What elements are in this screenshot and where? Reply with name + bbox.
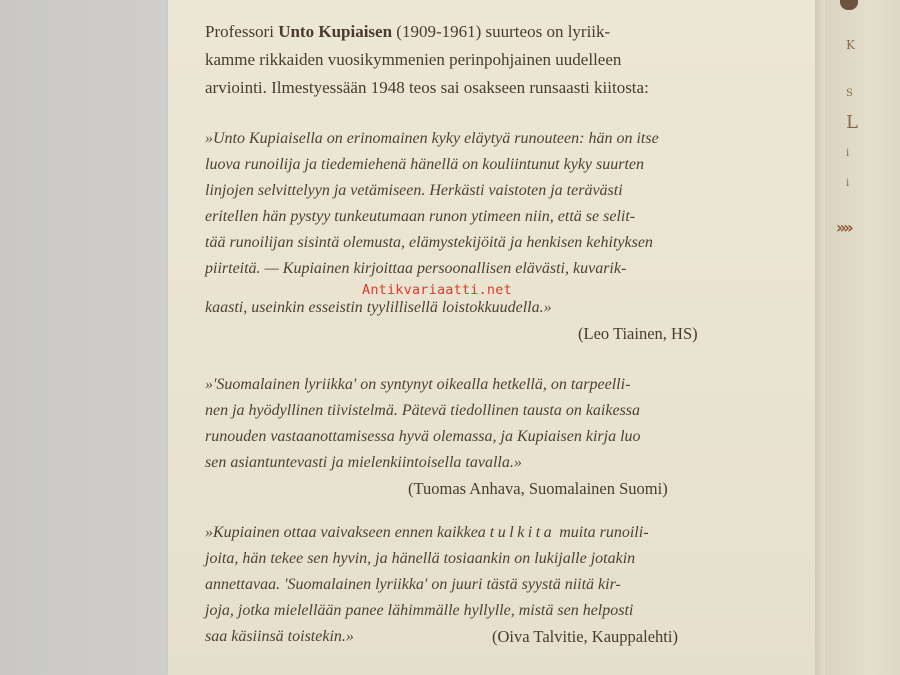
review-1-line: kaasti, useinkin esseistin tyylillisellä loistokkuudella.» <box>205 299 552 316</box>
review-3-line-1 <box>205 523 649 543</box>
spine-letter: S <box>846 88 853 99</box>
review-1-line: linjojen selvittelyyn ja vetämiseen. Herkästi vaistoten ja terävästi <box>205 182 623 199</box>
intro-line-2: kamme rikkaiden vuosikymmenien perinpohjainen uudelleen <box>205 50 622 69</box>
spine-letter: i <box>846 178 850 189</box>
review-3-line: joita, hän tekee sen hyvin, ja hänellä tosiaankin on lukijalle jotakin <box>205 550 636 567</box>
review-2-line: nen ja hyödyllinen tiivistelmä. Pätevä tiedollinen tausta on kaikessa <box>205 402 641 419</box>
review-3-emphasis: tulkita <box>489 524 556 541</box>
book-cover-page <box>168 0 818 675</box>
review-1-line: piirteitä. — Kupiainen kirjoittaa persoonallisen elävästi, kuvarik- <box>205 260 627 277</box>
review-1-line: »Unto Kupiaisella on erinomainen kyky eläytyä runouteen: hän on itse <box>205 130 659 147</box>
intro-text: Professori <box>205 22 279 41</box>
intro-line-1 <box>205 22 740 42</box>
review-1-attribution: (Leo Tiainen, HS) <box>578 324 698 343</box>
spine-letter: L <box>846 112 858 133</box>
watermark: Antikvariaatti.net <box>362 282 512 298</box>
book-spine <box>825 0 900 675</box>
review-3-attribution: (Oiva Talvitie, Kauppalehti) <box>492 627 678 646</box>
review-3-line: annettavaa. 'Suomalainen lyriikka' on juuri tästä syystä niitä kir- <box>205 576 621 593</box>
review-3-line: saa käsiinsä toistekin.» <box>205 628 354 645</box>
intro-text: (1909-1961) suurteos on lyriik- <box>392 22 611 41</box>
review-3-text: muita runoili- <box>555 524 649 541</box>
review-1-line: eritellen hän pystyy tunkeutumaan runon ytimeen niin, että se selit- <box>205 208 636 225</box>
review-3-line: joja, jotka mielellään panee lähimmälle hyllylle, mistä sen helposti <box>205 602 634 619</box>
author-name: Unto Kupiaisen <box>278 22 393 41</box>
review-2-line: »'Suomalainen lyriikka' on syntynyt oikealla hetkellä, on tarpeelli- <box>205 376 631 393</box>
review-1-line: tää runoilijan sisintä olemusta, elämystekijöitä ja henkisen kehityksen <box>205 234 653 251</box>
spine-ornament: »» <box>836 218 851 237</box>
intro-line-3: arviointi. Ilmestyessään 1948 teos sai osakseen runsaasti kiitosta: <box>205 78 649 97</box>
review-3-text: »Kupiainen ottaa vaivakseen ennen kaikkea <box>205 524 490 541</box>
spine-letter: i <box>846 148 850 159</box>
page-edge <box>815 0 825 675</box>
review-1-line: luova runoilija ja tiedemiehenä hänellä on kouliintunut kyky suurten <box>205 156 645 173</box>
spine-letter: K <box>846 38 855 52</box>
review-2-line: runouden vastaanottamisessa hyvä olemassa, ja Kupiaisen kirja luo <box>205 428 641 445</box>
review-2-attribution: (Tuomas Anhava, Suomalainen Suomi) <box>408 479 668 498</box>
review-2-line: sen asiantuntevasti ja mielenkiintoisella tavalla.» <box>205 454 522 471</box>
